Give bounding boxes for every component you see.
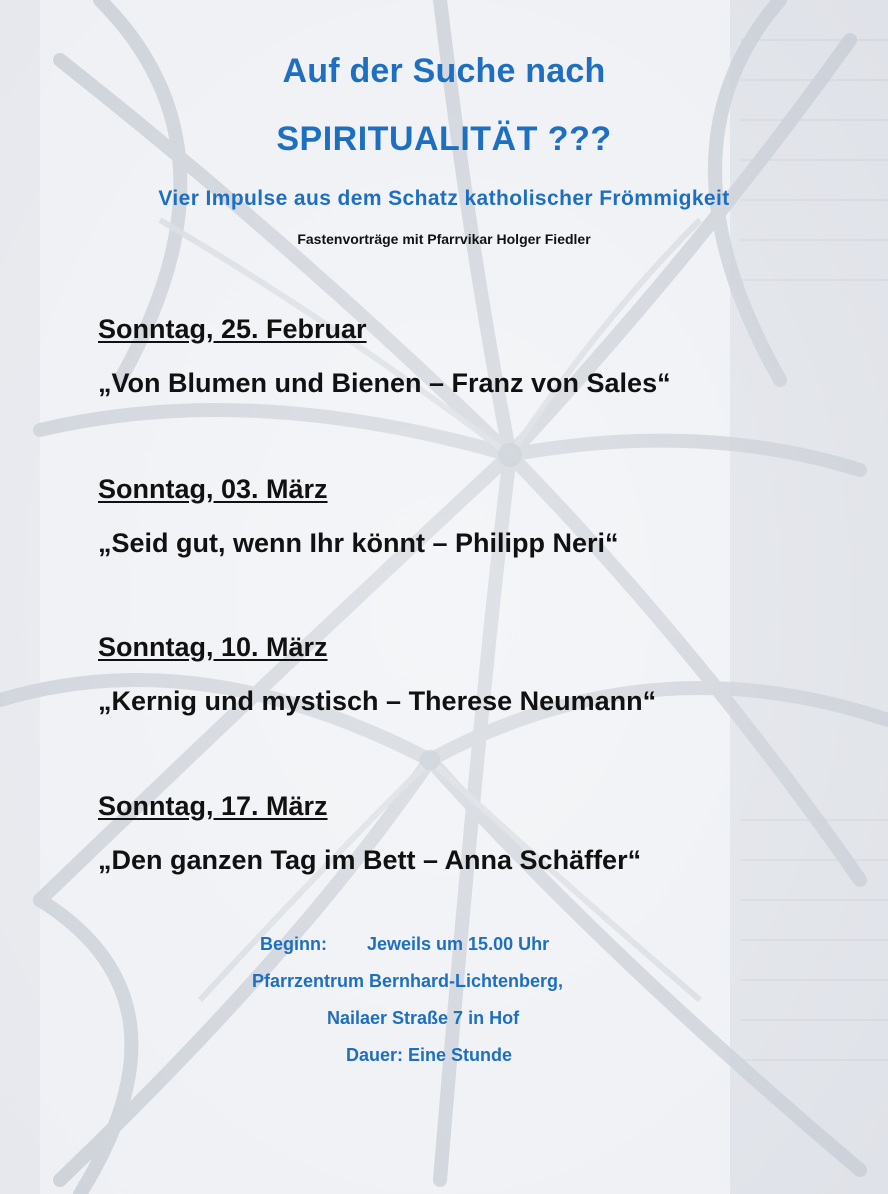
event-date-1: Sonntag, 25. Februar: [98, 314, 367, 344]
event-topic-4: „Den ganzen Tag im Bett – Anna Schäffer“: [98, 845, 642, 875]
byline: Fastenvorträge mit Pfarrvikar Holger Fiedler: [297, 231, 591, 247]
event-topic-1: „Von Blumen und Bienen – Franz von Sales“: [98, 368, 671, 398]
title-line-1: Auf der Suche nach: [282, 52, 606, 90]
event-topic-2: „Seid gut, wenn Ihr könnt – Philipp Neri“: [98, 528, 619, 558]
event-topic-3: „Kernig und mystisch – Therese Neumann“: [98, 686, 657, 716]
location-line-1: Pfarrzentrum Bernhard-Lichtenberg,: [252, 971, 564, 991]
event-date-3: Sonntag, 10. März: [98, 632, 328, 662]
location-line-2: Nailaer Straße 7 in Hof: [327, 1008, 520, 1028]
begin-value: Jeweils um 15.00 Uhr: [367, 934, 550, 954]
title-line-2: SPIRITUALITÄT ???: [276, 120, 612, 158]
event-date-2: Sonntag, 03. März: [98, 474, 328, 504]
subtitle: Vier Impulse aus dem Schatz katholischer Frömmigkeit: [158, 187, 730, 210]
event-date-4: Sonntag, 17. März: [98, 791, 328, 821]
begin-label: Beginn:: [260, 934, 327, 954]
duration: Dauer: Eine Stunde: [346, 1045, 513, 1065]
